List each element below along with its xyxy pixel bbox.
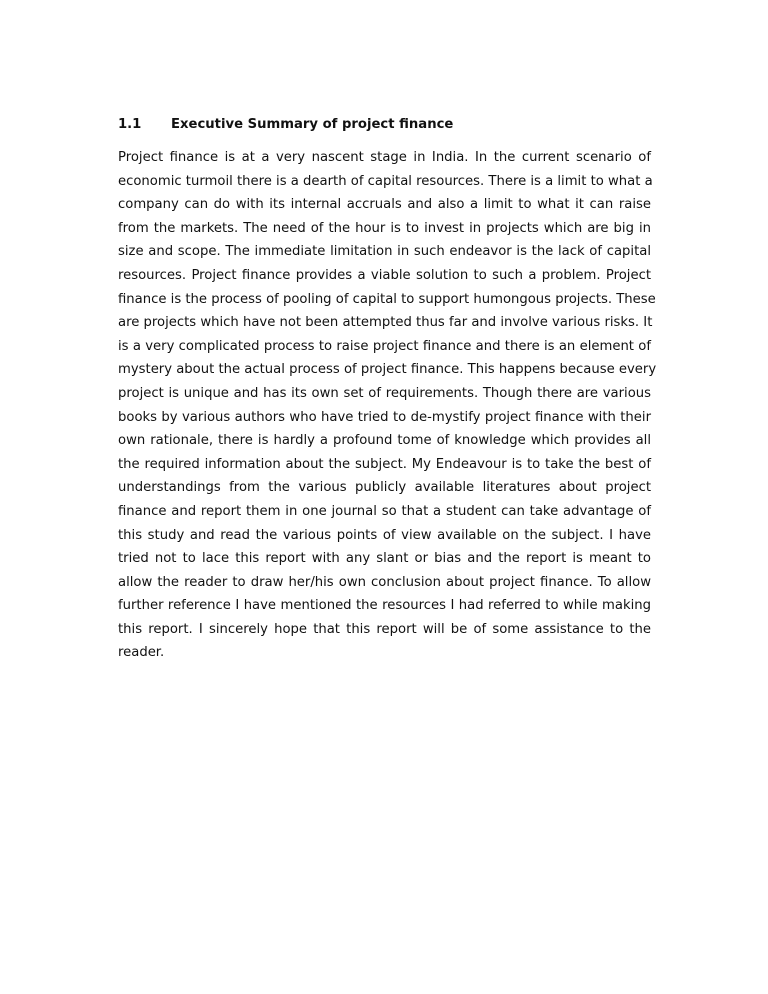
paragraph-line: Project finance is at a very nascent stage in India. In the current scenario of bbox=[118, 150, 651, 165]
section-heading bbox=[118, 116, 453, 134]
paragraph-line: from the markets. The need of the hour is to invest in projects which are big in bbox=[118, 220, 651, 236]
paragraph-line: resources. Project finance provides a viable solution to such a problem. Project bbox=[118, 267, 651, 283]
paragraph-line: books by various authors who have tried to de-mystify project finance with their bbox=[118, 409, 651, 425]
paragraph-line: company can do with its internal accruals and also a limit to what it can raise bbox=[118, 197, 651, 213]
paragraph-line: tried not to lace this report with any slant or bias and the report is meant to bbox=[118, 551, 651, 567]
paragraph-line: is a very complicated process to raise project finance and there is an element of bbox=[118, 338, 651, 354]
paragraph-line: finance and report them in one journal so that a student can take advantage of bbox=[118, 503, 651, 519]
paragraph-line: mystery about the actual process of project finance. This happens because every bbox=[118, 362, 657, 378]
paragraph-line: understandings from the various publicly available literatures about project bbox=[118, 480, 651, 496]
paragraph-line: economic turmoil there is a dearth of capital resources. There is a limit to what a bbox=[118, 173, 653, 189]
summary-paragraph bbox=[118, 146, 657, 665]
paragraph-line: finance is the process of pooling of capital to support humongous projects. These bbox=[118, 291, 656, 307]
paragraph-line: allow the reader to draw her/his own conclusion about project finance. To allow bbox=[118, 574, 651, 590]
paragraph-line: further reference I have mentioned the resources I had referred to while making bbox=[118, 598, 651, 614]
paragraph-line: own rationale, there is hardly a profound tome of knowledge which provides all bbox=[118, 433, 651, 449]
paragraph-line: the required information about the subject. My Endeavour is to take the best of bbox=[118, 456, 651, 472]
section-title: Executive Summary of project finance bbox=[171, 117, 454, 132]
paragraph-line: this study and read the various points of view available on the subject. I have bbox=[118, 527, 651, 543]
paragraph-line: reader. bbox=[118, 645, 165, 661]
paragraph-line: are projects which have not been attempted thus far and involve various risks. It bbox=[118, 315, 653, 331]
paragraph-line: size and scope. The immediate limitation in such endeavor is the lack of capital bbox=[118, 244, 651, 260]
paragraph-line: project is unique and has its own set of requirements. Though there are various bbox=[118, 385, 651, 401]
paragraph-line: this report. I sincerely hope that this report will be of some assistance to the bbox=[118, 621, 651, 637]
section-number: 1.1 bbox=[118, 117, 142, 132]
